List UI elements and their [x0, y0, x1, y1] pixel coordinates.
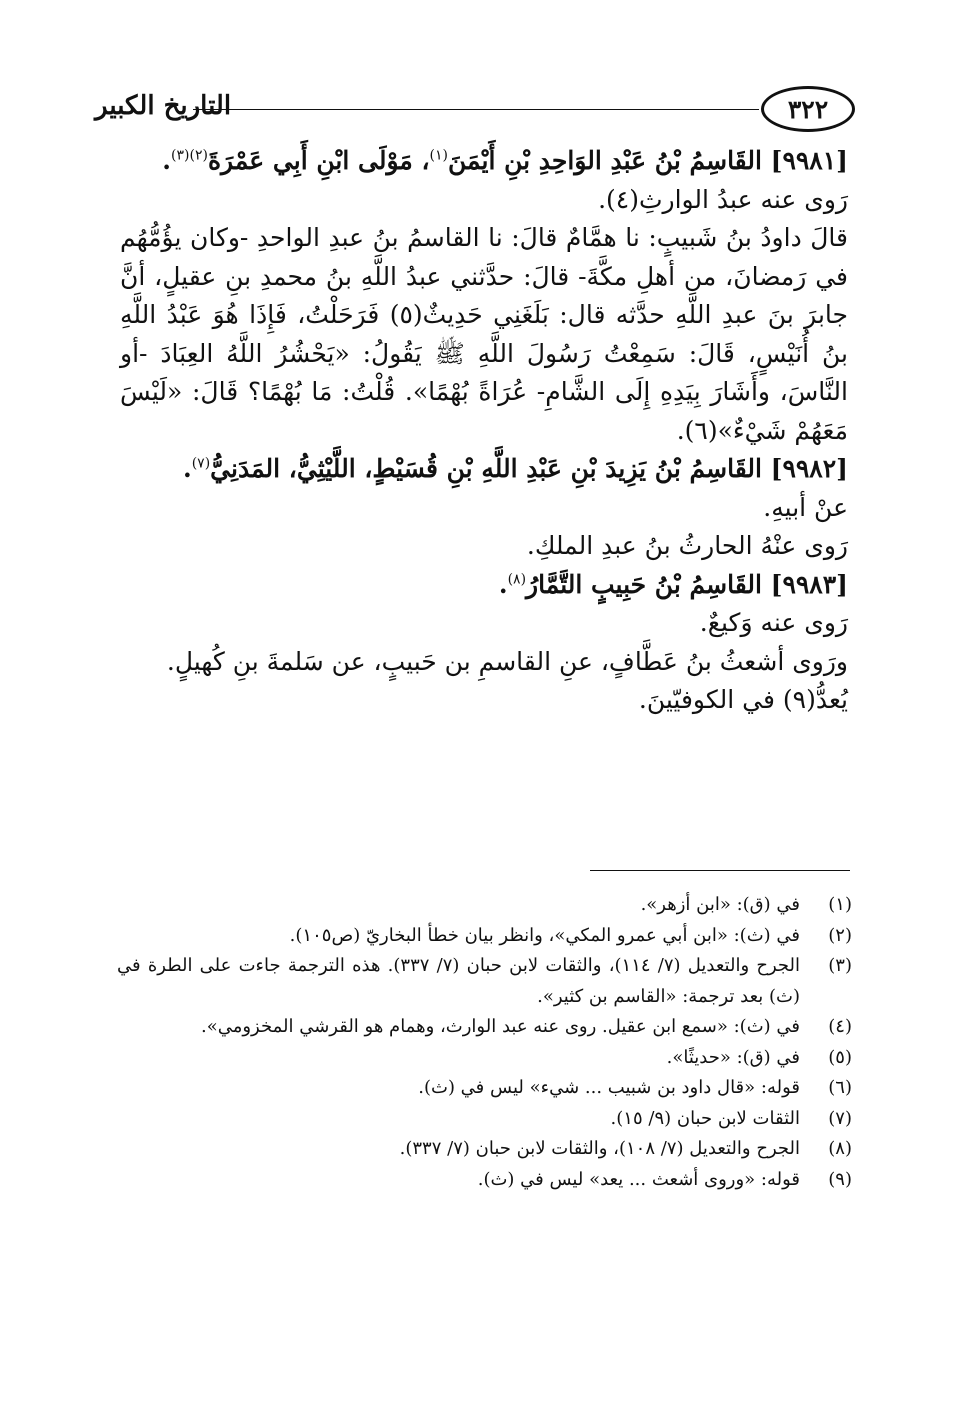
entry-heading: [٩٩٨٢] القَاسِمُ بْنُ يَزِيدَ بْنِ عَبْدِ اللَّهِ بْنِ قُسَيْطٍ، اللَّيْثِيُّ، المَدَنِيُّ$^{(٧)}$. — [182, 454, 848, 483]
entry-line: ورَوى أشعثُ بنُ عَطَّافٍ، عنِ القاسمِ بن حَبيبٍ، عن سَلمةَ بنِ كُهيلٍ. — [166, 646, 848, 676]
footnote: (٨) الجرح والتعديل (٧/ ١٠٨)، والثقات لابن حبان (٧/ ٣٣٧). — [399, 1138, 852, 1159]
page-header — [95, 86, 855, 134]
footnote: (١) في (ق): «ابن أزهر». — [640, 894, 852, 915]
footnote: (٩) قوله: «وروى أشعث ... يعد» ليس في (ث). — [477, 1168, 852, 1190]
entry-line: رَوى عنه وَكيعٌ. — [699, 608, 848, 637]
entry-heading: [٩٩٨١] القَاسِمُ بْنُ عَبْدِ الوَاحِدِ بْنِ أَيْمَنَ$^{(١)}$، مَوْلَى ابْنِ أَبِي عَمْرَةَ$^{(٢)(٣)}$. — [162, 146, 848, 175]
footnote: (٦) قوله: «قال داود بن شبيب ... شيء» ليس في (ث). — [418, 1077, 852, 1098]
footnote: (٤) في (ث): «سمع ابن عقيل. روى عنه عبد الوارث، وهمام هو القرشي المخزومي». — [200, 1016, 852, 1037]
book-title: التاريخ الكبير — [95, 91, 232, 121]
entry-line: رَوى عنه عبدُ الوارثِ(٤). — [598, 184, 848, 214]
footnotes — [117, 890, 852, 1195]
footnote: (٢) في (ث): «ابن أبي عمرو المكي»، وانظر بيان خطأ البخاريّ (ص١٠٥). — [289, 924, 852, 946]
entry-heading: [٩٩٨٣] القَاسِمُ بْنُ حَبِيبٍ التَّمَّارُ$^{(٨)}$. — [498, 569, 848, 599]
entry-line: يُعدُّ(٩) في الكوفيّينَ. — [638, 685, 848, 714]
entry-line: رَوى عنْهُ الحارثُ بنُ عبدِ الملكِ. — [526, 531, 848, 560]
entry-line: قالَ داودُ بنُ شَبيبٍ: نا همَّامٌ قالَ: نا القاسمُ بنُ عبدِ الواحدِ -وكان يؤُمُّهُم في رَمضانَ، من أهلِ مكَّةَ- قالَ: حدَّثني عبدُ اللَّهِ بنُ محمدِ بنِ عقيلٍ، أنَّ جابرَ بنَ عبدِ اللَّهِ حدَّثه قال: بَلَغَنِي حَدِيثٌ(٥) فَرَحَلْتُ، فَإِذَا هُوَ عَبْدُ اللَّهِ بنُ أُنَيْسٍ، قَالَ: سَمِعْتُ رَسُولَ اللَّهِ ﷺ يَقُولُ: «يَحْشُرُ اللَّهُ العِبَادَ -أو النَّاسَ، وأَشَارَ بِيَدِهِ إِلَى الشَّامِ- عُرَاةً بُهْمًا». قُلْتُ: مَا بُهْمًا؟ قَالَ: «لَيْسَ مَعَهُمْ شَيْءٌ»(٦). — [120, 223, 849, 445]
header-rule — [193, 109, 759, 110]
footnote-separator — [590, 870, 850, 871]
entry-line: عنْ أبيهِ. — [763, 492, 848, 522]
footnote: (٣) الجرح والتعديل (٧/ ١١٤)، والثقات لابن حبان (٧/ ٣٣٧). هذه الترجمة جاءت على الطرة في (ث) بعد ترجمة: «القاسم بن كثير». — [117, 955, 852, 1007]
main-text — [120, 142, 848, 720]
page-number: ٣٢٢ — [761, 86, 855, 132]
footnote: (٥) في (ق): «حديثًا». — [666, 1046, 852, 1068]
footnote: (٧) الثقات لابن حبان (٩/ ١٥). — [610, 1107, 852, 1129]
